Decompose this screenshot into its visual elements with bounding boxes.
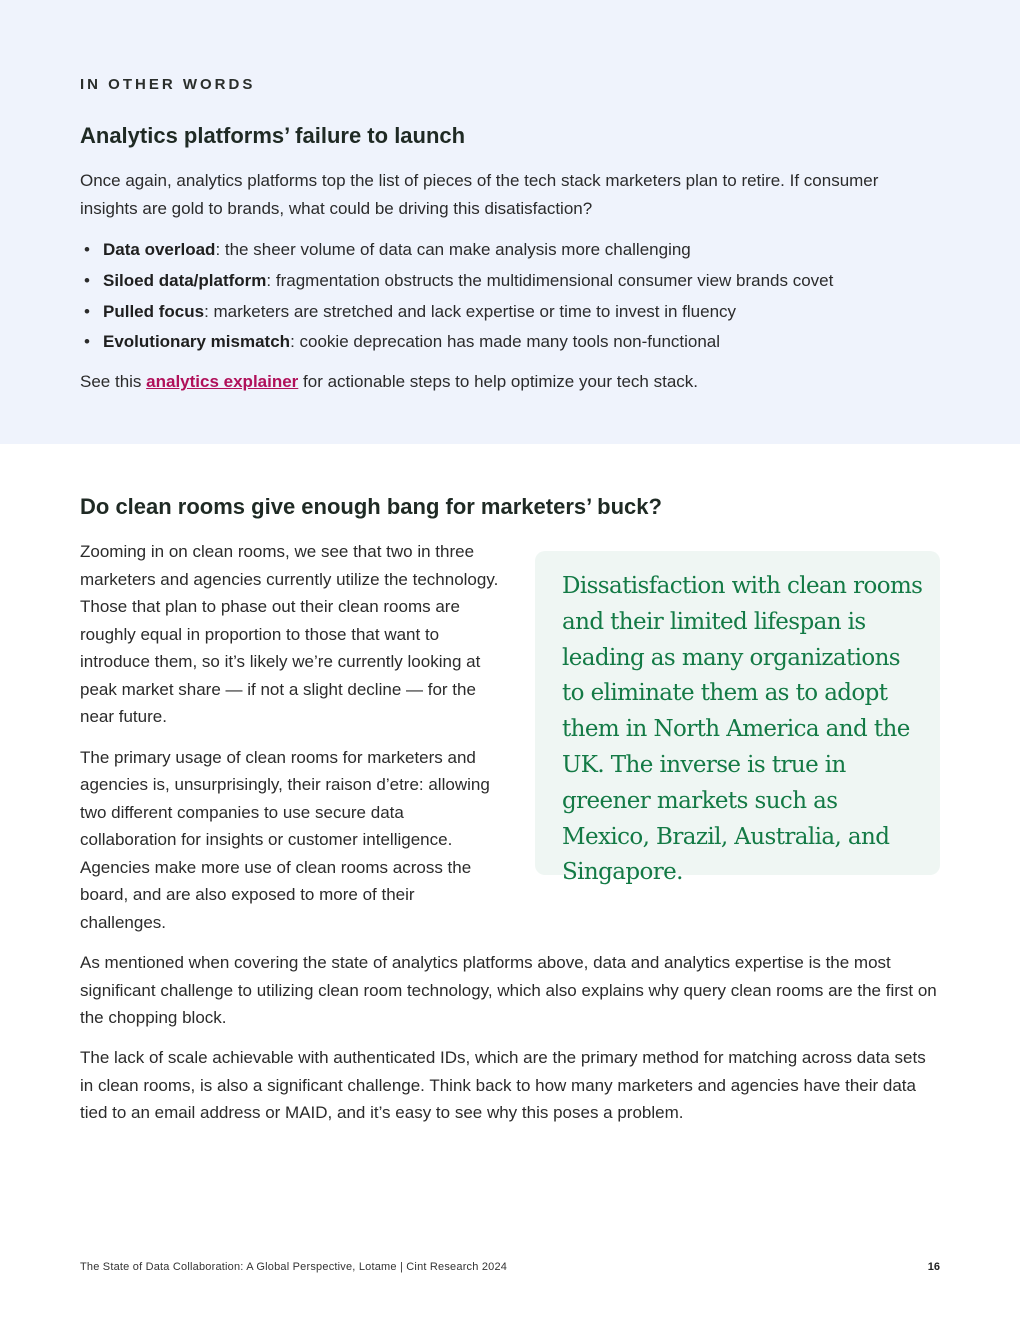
list-item-text: : the sheer volume of data can make analysis more challenging <box>215 240 691 259</box>
footer-source: The State of Data Collaboration: A Global Perspective, Lotame | Cint Research 2024 <box>80 1261 508 1273</box>
body-paragraph: As mentioned when covering the state of analytics platforms above, data and analytics expertise is the most significant challenge to utilizing clean room technology, which also explains why query clean rooms are the first on the chopping block. <box>80 953 937 1027</box>
pull-quote-text: Dissatisfaction with clean rooms and their limited lifespan is leading as many organizations to eliminate them as to adopt them in North America and the UK. The inverse is true in greener markets such as Mexico, Brazil, Australia, and Singapore. <box>562 573 923 886</box>
list-item-term: Evolutionary mismatch <box>103 332 291 352</box>
analytics-explainer-link[interactable]: analytics explainer <box>146 372 299 391</box>
callout-heading: Analytics platforms’ failure to launch <box>80 123 466 148</box>
body-paragraph: The primary usage of clean rooms for marketers and agencies is, unsurprisingly, their raison d’etre: allowing two different companies to use secure data collaboration for insights or customer intelligence. Agencies make more use of clean rooms across the board, and are also exposed to more of their challenges. <box>80 747 490 932</box>
list-item-text: : cookie deprecation has made many tools non-functional <box>290 332 721 352</box>
list-item-text: : marketers are stretched and lack expertise or time to invest in fluency <box>204 301 737 321</box>
left-column <box>80 538 500 936</box>
eyebrow-label: IN OTHER WORDS <box>80 76 256 93</box>
page-number: 16 <box>927 1261 940 1273</box>
list-item-text: : fragmentation obstructs the multidimensional consumer view brands covet <box>266 270 834 290</box>
body-paragraph: Zooming in on clean rooms, we see that two in three marketers and agencies currently utilize the technology. Those that plan to phase out their clean rooms are roughly equal in proportion to those that want to introduce them, so it’s likely we’re currently looking at peak market share — if not a slight decline — for the near future. <box>80 542 499 726</box>
in-other-words-callout <box>0 0 1020 444</box>
list-item-term: Siloed data/platform <box>103 270 267 290</box>
list-item <box>80 266 960 297</box>
callout-intro: Once again, analytics platforms top the list of pieces of the tech stack marketers plan to retire. If consumer insights are gold to brands, what could be driving this disatisfaction? <box>80 171 879 218</box>
pull-quote-box <box>535 551 940 886</box>
explainer-sentence <box>80 368 940 396</box>
section-heading: Do clean rooms give enough bang for marketers’ buck? <box>80 494 662 519</box>
list-item-term: Pulled focus <box>103 301 205 321</box>
explainer-suffix: for actionable steps to help optimize your tech stack. <box>298 372 699 391</box>
list-item <box>80 297 960 328</box>
explainer-prefix: See this <box>80 372 147 391</box>
body-paragraph: The lack of scale achievable with authenticated IDs, which are the primary method for matching across data sets in clean rooms, is also a significant challenge. Think back to how many marketers and agencies have their data tied to an email address or MAID, and it’s easy to see why this poses a problem. <box>80 1048 926 1122</box>
list-item <box>80 235 960 266</box>
list-item-term: Data overload <box>103 240 216 259</box>
list-item <box>80 327 960 358</box>
challenge-list <box>80 235 960 358</box>
